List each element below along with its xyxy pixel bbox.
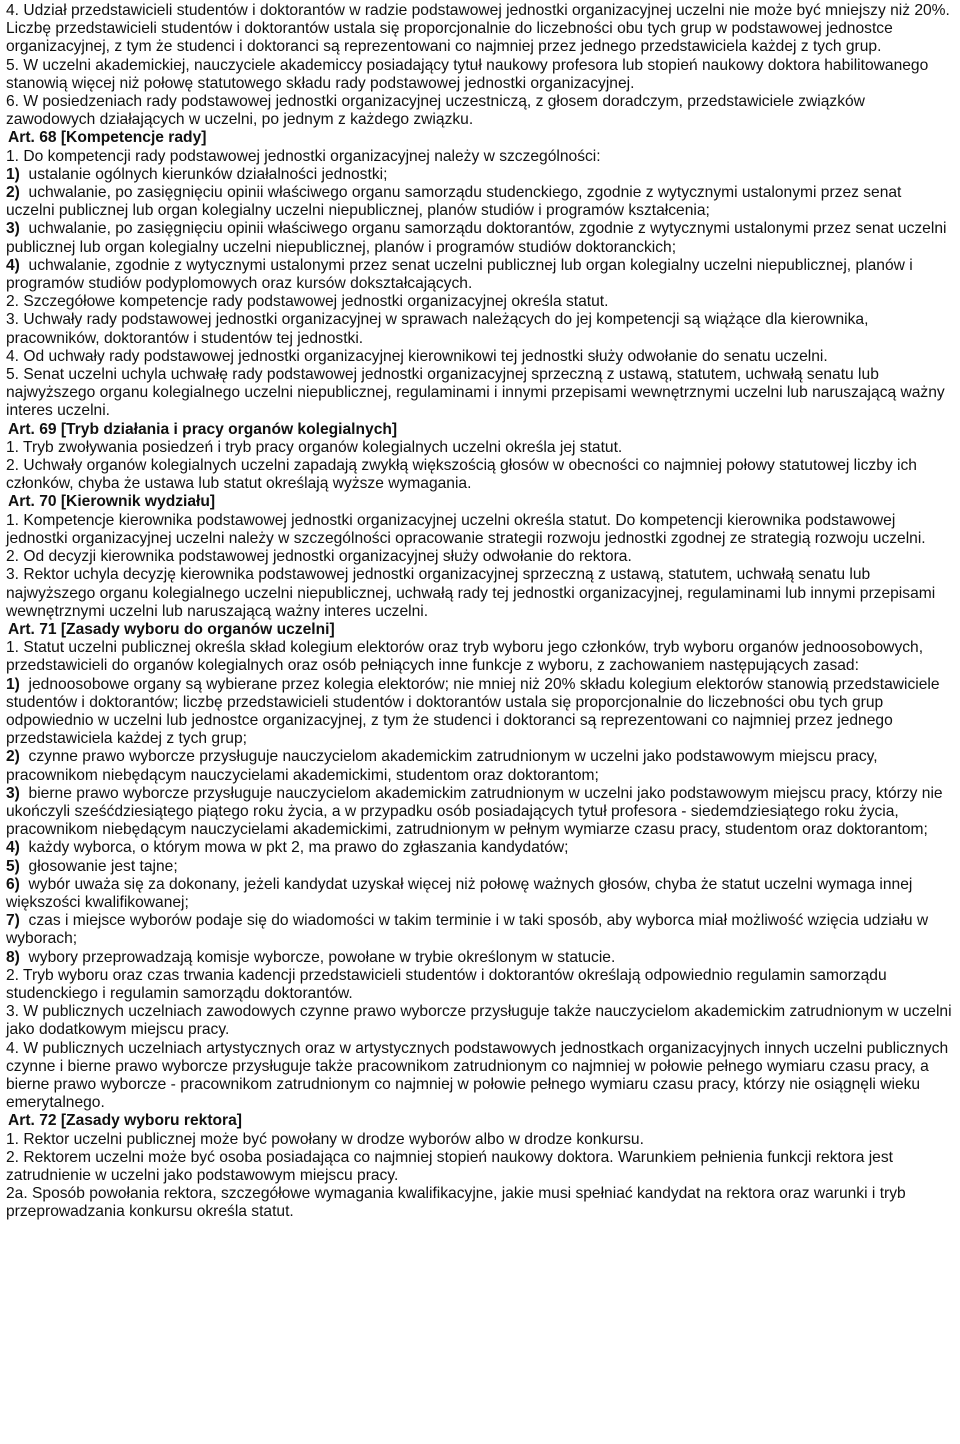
list-item-number: 2) bbox=[6, 748, 20, 766]
list-item bbox=[6, 839, 954, 857]
list-item-number: 5) bbox=[6, 857, 20, 875]
article-heading: Art. 71 [Zasady wyboru do organów uczelni] bbox=[8, 620, 335, 638]
paragraph: 3. W publicznych uczelniach zawodowych czynne prawo wyborcze przysługuje także nauczycielom akademickim zatrudnionym w uczelni jako dodatkowym miejscu pracy. bbox=[6, 1003, 952, 1039]
article-heading: Art. 72 [Zasady wyboru rektora] bbox=[8, 1112, 242, 1130]
list-item-text: jednoosobowe organy są wybierane przez kolegia elektorów; nie mniej niż 20% składu kolegium elektorów stanowią przedstawiciele studentów i doktorantów; liczbę przedstawicieli studentów i doktorantów ustala się proporcjonalnie do liczebności obu tych grup odpowiednio w uczelni lub jednostce organizacyjnej, z tym że studenci i doktoranci są reprezentowani co najmniej przez jednego przedstawiciela każdej z tych grup; bbox=[6, 675, 940, 748]
paragraph: 3. Uchwały rady podstawowej jednostki organizacyjnej w sprawach należących do jej kompetencji są wiążące dla kierownika, pracowników, doktorantów i studentów tej jednostki. bbox=[6, 311, 869, 347]
paragraph: 2. Uchwały organów kolegialnych uczelni zapadają zwykłą większością głosów w obecności co najmniej połowy statutowej liczby ich członków, chyba że ustawa lub statut określają wyższe wymagania. bbox=[6, 457, 917, 493]
list-item-text: uchwalanie, po zasięgnięciu opinii właściwego organu samorządu studenckiego, zgodnie z wytycznymi ustalonymi przez senat uczelni publicznej lub organ kolegialny uczelni niepublicznej, planów studiów i programów kształcenia; bbox=[6, 184, 902, 220]
list-item-text: wybory przeprowadzają komisje wyborcze, powołane w trybie określonym w statucie. bbox=[28, 948, 616, 966]
paragraph: 6. W posiedzeniach rady podstawowej jednostki organizacyjnej uczestniczą, z głosem doradczym, przedstawiciele związków zawodowych działających w uczelni, po jednym z każdego związku. bbox=[6, 93, 865, 129]
list-item bbox=[6, 949, 954, 967]
list-item bbox=[6, 166, 954, 184]
list-item bbox=[6, 912, 954, 948]
list-item bbox=[6, 676, 954, 749]
list-item bbox=[6, 858, 954, 876]
list-item-text: uchwalanie, po zasięgnięciu opinii właściwego organu samorządu doktorantów, zgodnie z wytycznymi ustalonymi przez senat uczelni publicznej lub organ kolegialny uczelni niepublicznej, planów i programów studiów doktoranckich; bbox=[6, 220, 947, 256]
list-item-number: 2) bbox=[6, 184, 20, 202]
paragraph: 5. Senat uczelni uchyla uchwałę rady podstawowej jednostki organizacyjnej sprzeczną z ustawą, statutem, uchwałą senatu lub najwyższego organu kolegialnego uczelni niepublicznej, regulaminami i innymi przepisami wewnętrznymi uczelni lub naruszającą ważny interes uczelni. bbox=[6, 366, 945, 420]
article-heading: Art. 69 [Tryb działania i pracy organów kolegialnych] bbox=[8, 420, 398, 438]
paragraph: 4. Udział przedstawicieli studentów i doktorantów w radzie podstawowej jednostki organizacyjnej uczelni nie może być mniejszy niż 20%. Liczbę przedstawicieli studentów i doktorantów ustala się proporcjonalnie do liczebności obu tych grup w podstawowej jednostce organizacyjnej, z tym że studenci i doktoranci są reprezentowani co najmniej przez jednego przedstawiciela każdej z tych grup. bbox=[6, 2, 950, 56]
paragraph: 3. Rektor uchyla decyzję kierownika podstawowej jednostki organizacyjnej sprzeczną z ustawą, statutem, uchwałą senatu lub najwyższego organu kolegialnego uczelni niepublicznej, uchwałą rady tej jednostki organizacyjnej, regulaminami lub innymi przepisami wewnętrznymi uczelni lub naruszającą ważny interes uczelni. bbox=[6, 566, 936, 620]
paragraph: 1. Tryb zwoływania posiedzeń i tryb pracy organów kolegialnych uczelni określa jej statut. bbox=[6, 438, 623, 456]
paragraph: 4. Od uchwały rady podstawowej jednostki organizacyjnej kierownikowi tej jednostki służy odwołanie do senatu uczelni. bbox=[6, 347, 828, 365]
list-item-number: 1) bbox=[6, 165, 20, 183]
list-item-number: 8) bbox=[6, 948, 20, 966]
article-heading: Art. 70 [Kierownik wydziału] bbox=[8, 493, 216, 511]
list-item bbox=[6, 876, 954, 912]
list-item bbox=[6, 748, 954, 784]
paragraph: 5. W uczelni akademickiej, nauczyciele akademiccy posiadający tytuł naukowy profesora lub stopień naukowy doktora habilitowanego stanowią więcej niż połowę statutowego składu rady podstawowej jednostki organizacyjnej. bbox=[6, 56, 929, 92]
list-item-text: bierne prawo wyborcze przysługuje nauczycielom akademickim zatrudnionym w uczelni jako podstawowym miejscu pracy, którzy nie ukończyli sześćdziesiątego piątego roku życia, a w przypadku osób posiadających tytuł profesora - siedemdziesiątego roku życia, pracownikom niebędącym nauczycielami akademickimi, zatrudnionym w pełnym wymiarze czasu pracy, studentom oraz doktorantom; bbox=[6, 784, 943, 839]
list-item bbox=[6, 184, 954, 220]
list-item-number: 4) bbox=[6, 256, 20, 274]
list-item bbox=[6, 220, 954, 256]
list-item-text: czynne prawo wyborcze przysługuje nauczycielom akademickim zatrudnionym w uczelni jako podstawowym miejscu pracy, pracownikom niebędącym nauczycielami akademickimi, studentom oraz doktorantom; bbox=[6, 748, 878, 784]
list-item-number: 4) bbox=[6, 839, 20, 857]
list-item bbox=[6, 257, 954, 293]
list-item-text: wybór uważa się za dokonany, jeżeli kandydat uzyskał więcej niż połowę ważnych głosów, chyba że statut uczelni wymaga innej większości kwalifikowanej; bbox=[6, 875, 913, 911]
list-item-text: ustalanie ogólnych kierunków działalności jednostki; bbox=[28, 165, 388, 183]
paragraph: 2. Od decyzji kierownika podstawowej jednostki organizacyjnej służy odwołanie do rektora. bbox=[6, 548, 632, 566]
paragraph: 2a. Sposób powołania rektora, szczegółowe wymagania kwalifikacyjne, jakie musi spełniać kandydat na rektora oraz warunki i tryb przeprowadzania konkursu określa statut. bbox=[6, 1185, 906, 1221]
paragraph: 1. Statut uczelni publicznej określa skład kolegium elektorów oraz tryb wyboru jego członków, tryb wyboru organów jednoosobowych, przedstawicieli do organów kolegialnych oraz osób pełniących inne funkcje z wyboru, z zachowaniem następujących zasad: bbox=[6, 639, 924, 675]
article-heading: Art. 68 [Kompetencje rady] bbox=[8, 129, 207, 147]
list-item-text: uchwalanie, zgodnie z wytycznymi ustalonymi przez senat uczelni publicznej lub organ kolegialny uczelni niepublicznej, planów i programów studiów podyplomowych oraz kursów dokształcających. bbox=[6, 256, 913, 293]
list-item-text: każdy wyborca, o którym mowa w pkt 2, ma prawo do zgłaszania kandydatów; bbox=[28, 839, 569, 857]
paragraph: 1. Do kompetencji rady podstawowej jednostki organizacyjnej należy w szczególności: bbox=[6, 147, 601, 165]
list-item-number: 3) bbox=[6, 784, 20, 802]
list-item-text: głosowanie jest tajne; bbox=[28, 857, 178, 875]
list-item-number: 6) bbox=[6, 875, 20, 893]
list-item bbox=[6, 785, 954, 840]
paragraph: 1. Rektor uczelni publicznej może być powołany w drodze wyborów albo w drodze konkursu. bbox=[6, 1130, 644, 1148]
paragraph: 2. Tryb wyboru oraz czas trwania kadencji przedstawicieli studentów i doktorantów określają odpowiednio regulamin samorządu studenckiego i regulamin samorządu doktorantów. bbox=[6, 966, 887, 1002]
list-item-number: 3) bbox=[6, 220, 20, 238]
list-item-number: 7) bbox=[6, 912, 20, 930]
paragraph: 1. Kompetencje kierownika podstawowej jednostki organizacyjnej uczelni określa statut. Do kompetencji kierownika podstawowej jednostki organizacyjnej uczelni należy w szczególności opracowanie strategii rozwoju jednostki zgodnej ze strategią rozwoju uczelni. bbox=[6, 511, 926, 547]
list-item-text: czas i miejsce wyborów podaje się do wiadomości w takim terminie i w taki sposób, aby wyborca miał możliwość wzięcia udziału w wyborach; bbox=[6, 912, 929, 948]
paragraph: 4. W publicznych uczelniach artystycznych oraz w artystycznych podstawowych jednostkach organizacyjnych innych uczelni publicznych czynne i bierne prawo wyborcze przysługuje także pracownikom zatrudnionym co najmniej w połowie pełnego wymiaru czasu pracy, a bierne prawo wyborcze - pracownikom zatrudnionym co najmniej w połowie pełnego wymiaru czasu pracy, którzy nie osiągnęli wieku emerytalnego. bbox=[6, 1039, 949, 1112]
list-item-number: 1) bbox=[6, 675, 20, 693]
paragraph: 2. Rektorem uczelni może być osoba posiadająca co najmniej stopień naukowy doktora. Warunkiem pełnienia funkcji rektora jest zatrudnienie w uczelni jako podstawowym miejscu pracy. bbox=[6, 1148, 893, 1184]
paragraph: 2. Szczegółowe kompetencje rady podstawowej jednostki organizacyjnej określa statut. bbox=[6, 293, 609, 311]
